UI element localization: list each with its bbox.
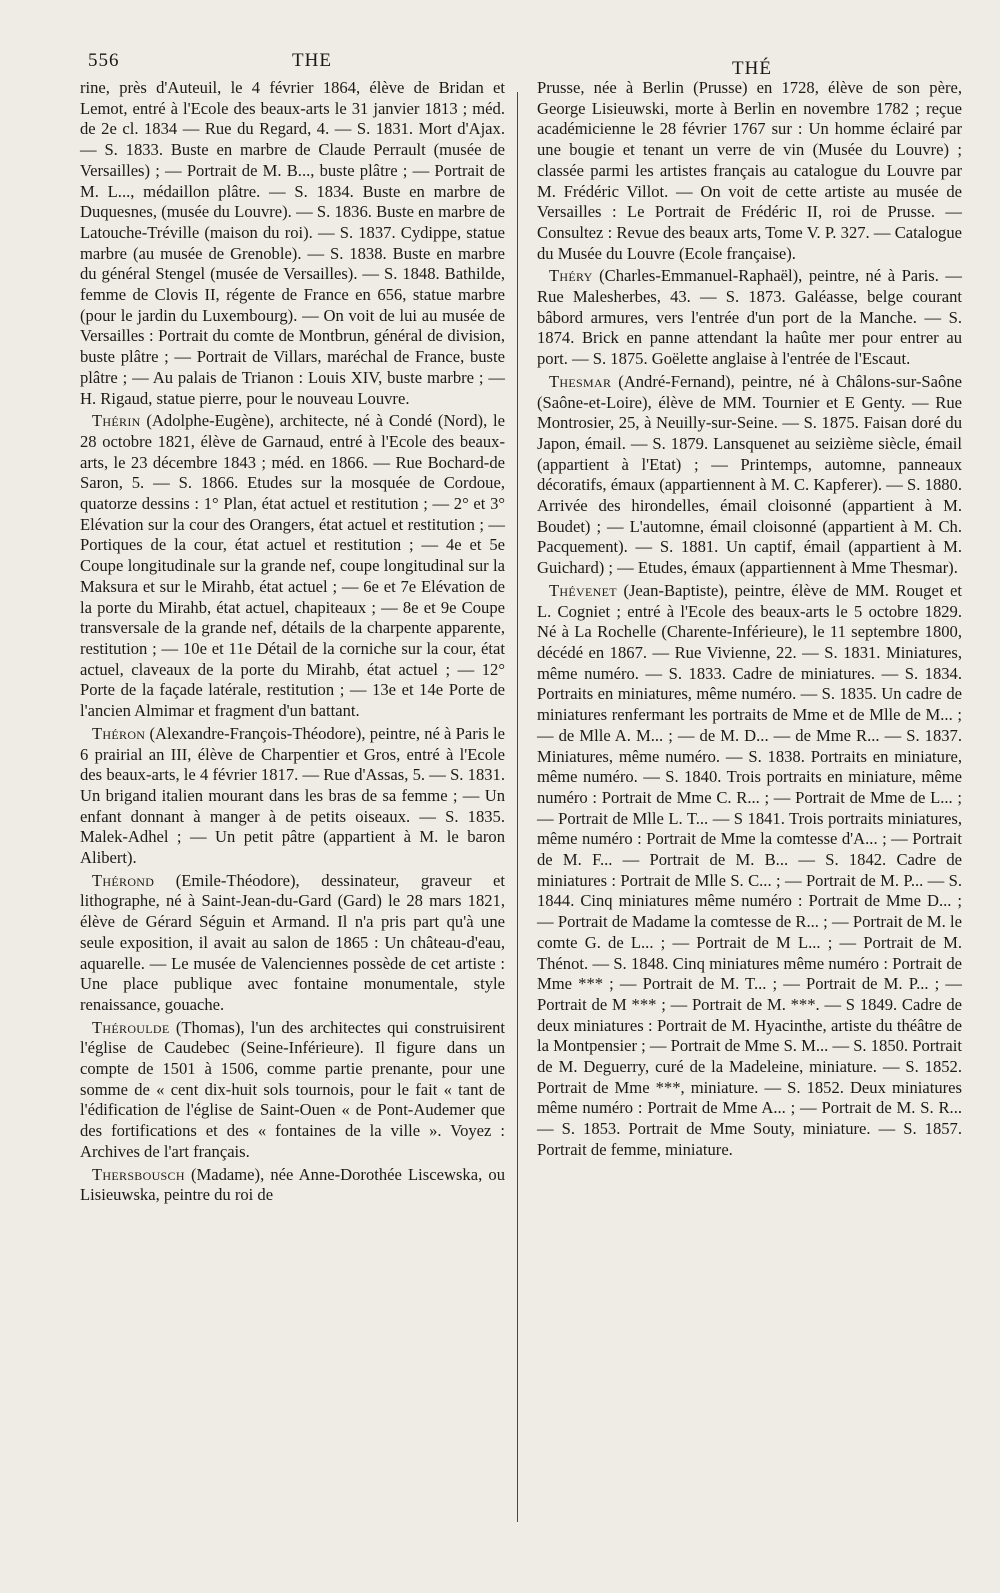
- entry-text: (Charles-Emmanuel-Raphaël), peintre, né à Paris. — Rue Malesherbes, 43. — S. 1873. Galéasse, belge courant bâbord armures, vers l'entrée d'un port de la Manche. — S. 1874. Brick en panne attendant la haûte mer pour entrer au port. — S. 1875. Goëlette anglaise à l'entrée de l'Escaut.: [537, 266, 962, 369]
- entry-text: (André-Fernand), peintre, né à Châlons-sur-Saône (Saône-et-Loire), élève de MM. Tournier et E Genty. — Rue Montrosier, 25, à Neuilly-sur-Seine. — S. 1875. Faisan doré du Japon, émail. — S. 1879. Lansquenet au seizième siècle, émail (appartient à l'Etat) ; — Printemps, automne, panneaux décoratifs, émaux (appartiennent à M. C. Kapferer). — S. 1880. Arrivée des hirondelles, émail cloisonné (appartient à M. Boudet) ; — L'automne, émail cloisonné (appartient à M. Ch. Pacquement). — S. 1881. Un captif, émail (appartient à M. Guichard) ; — Etudes, émaux (appartiennent à Mme Thesmar).: [537, 371, 962, 578]
- running-head-right: THÉ: [732, 58, 772, 79]
- left-column: [80, 78, 505, 1208]
- entry-name: Théroulde: [92, 1017, 170, 1037]
- entry-text: (Jean-Baptiste), peintre, élève de MM. Rouget et L. Cogniet ; entré à l'Ecole des beaux-arts le 5 octobre 1829. Né à La Rochelle (Charente-Inférieure), le 11 septembre 1800, décédé en 1867. — Rue Vivienne, 22. — S. 1831. Miniatures, même numéro. — S. 1833. Cadre de miniatures. — S. 1834. Portraits en miniatures, même numéro. — S. 1835. Un cadre de miniatures renfermant les portraits de Mme et de Mlle de M... ; — de Mlle A. M... ; — de M. D... — de Mme R... — S. 1837. Miniatures, même numéro. — S. 1838. Portraits en miniature, même numéro. — S. 1840. Trois portraits en miniature, même numéro : Portrait de Mme C. R... ; — Portrait de Mme de L... ; — Portrait de Mlle L. T... — S 1841. Trois portraits miniatures, même numéro : Portrait de Mme la comtesse d'A... ; — Portrait de M. F... — Portrait de M. B... — S. 1842. Cadre de miniatures : Portrait de Mlle S. C... ; — Portrait de M. P... — S. 1844. Cinq miniatures même numéro : Portrait de Mme D... ; — Portrait de Madame la comtesse de R... ; — Portrait de M. le comte G. de L... ; — Portrait de M L... ; — Portrait de M. Thénot. — S. 1848. Cinq miniatures même numéro : Portrait de Mme *** ; — Portrait de M. T... ; — Portrait de M. P... ; — Portrait de M *** ; — Portrait de M. ***. — S 1849. Cadre de deux miniatures : Portrait de M. Hyacinthe, artiste du théâtre de la Montpensier ; — Portrait de Mme S. M... — S. 1850. Portrait de M. Deguerry, curé de la Madeleine, miniature. — S. 1852. Portrait de Mme ***, miniature. — S. 1852. Deux miniatures même numéro : Portrait de Mme A... ; — Portrait de M. S. R... — S. 1853. Portrait de Mme Souty, miniature. — S. 1857. Portrait de femme, miniature.: [537, 580, 962, 1159]
- entry-text: (Alexandre-François-Théodore), peintre, né à Paris le 6 prairial an III, élève de Charpentier et Gros, entré à l'Ecole des beaux-arts, le 4 février 1817. — Rue d'Assas, 5. — S. 1831. Un brigand italien mourant dans les bras de sa femme ; — Un enfant donnant à manger à de petits oiseaux. — S. 1835. Malek-Adhel ; — Un petit pâtre (appartient à M. le baron Alibert).: [80, 723, 505, 868]
- entry: [537, 78, 962, 264]
- right-column: [537, 78, 962, 1163]
- entry-name: Théry: [549, 266, 593, 286]
- entry: [80, 1165, 505, 1206]
- entry: [537, 266, 962, 370]
- running-head-left: THE: [292, 50, 332, 71]
- entry-name: Thévenet: [549, 580, 617, 600]
- entry: [537, 581, 962, 1161]
- entry: [537, 372, 962, 579]
- page-number: 556: [88, 50, 120, 71]
- entry-name: Théron: [92, 723, 146, 743]
- entry-name: Thersbousch: [92, 1164, 185, 1184]
- entry-text: (Thomas), l'un des architectes qui construisirent l'église de Caudebec (Seine-Inférieure). Il figure dans un compte de 1501 à 1506, comme partie prenante, pour une somme de « cent dix-huit sols tournois, pour le fait « tant de l'édification de l'église de Saint-Ouen « de Pont-Audemer que des fortifications et des « fontaines de la ville ». Voyez : Archives de l'art français.: [80, 1017, 505, 1161]
- entry: [80, 724, 505, 869]
- entry: [80, 871, 505, 1016]
- entry-name: Thérin: [92, 411, 141, 431]
- column-divider: [517, 92, 518, 1522]
- entry-text: (Madame), née Anne-Dorothée Liscewska, ou Lisieuwska, peintre du roi de: [80, 1164, 505, 1205]
- entry-text: rine, près d'Auteuil, le 4 février 1864, élève de Bridan et Lemot, entré à l'Ecole des beaux-arts le 31 janvier 1813 ; méd. de 2e cl. 1834 — Rue du Regard, 4. — S. 1831. Mort d'Ajax. — S. 1833. Buste en marbre de Claude Perrault (musée de Versailles) ; — Portrait de M. B..., buste plâtre ; — Portrait de M. L..., médaillon plâtre. — S. 1834. Buste en marbre de Duquesnes, (musée du Louvre). — S. 1836. Buste en marbre de Latouche-Tréville (maison du roi). — S. 1837. Cydippe, statue marbre (au musée de Grenoble). — S. 1838. Buste en marbre du général Stengel (musée de Versailles). — S. 1848. Bathilde, femme de Clovis II, régente de France en 656, statue marbre (pour le jardin du Luxembourg). — On voit de lui au musée de Versailles : Portrait du comte de Montbrun, général de division, buste plâtre ; — Portrait de Villars, maréchal de France, buste plâtre ; — Au palais de Trianon : Louis XIV, buste marbre ; — H. Rigaud, statue pierre, pour le nouveau Louvre.: [80, 78, 505, 408]
- page-header: [72, 44, 960, 79]
- entry-text: Prusse, née à Berlin (Prusse) en 1728, élève de son père, George Lisieuwski, morte à Berlin en novembre 1782 ; reçue académicienne le 28 février 1767 sur : Un homme éclairé par une bougie et tenant un verre de vin (Musée du Louvre) ; classée parmi les artistes français au catalogue du Louvre par M. Frédéric Villot. — On voit de cette artiste au musée de Versailles : Le Portrait de Frédéric II, roi de Prusse. — Consultez : Revue des beaux arts, Tome V. P. 327. — Catalogue du Musée du Louvre (Ecole française).: [537, 78, 962, 263]
- entry-name: Thesmar: [549, 371, 612, 391]
- entry: [80, 411, 505, 722]
- entry-name: Thérond: [92, 870, 155, 890]
- entry: [80, 1018, 505, 1163]
- entry: [80, 78, 505, 409]
- entry-text: (Emile-Théodore), dessinateur, graveur et lithographe, né à Saint-Jean-du-Gard (Gard) le 28 mars 1821, élève de Gérard Séguin et Armand. Il n'a pris part qu'à une seule exposition, il avait au salon de 1865 : Un château-d'eau, aquarelle. — Le musée de Valenciennes possède de cet artiste : Une place publique avec fontaine monumentale, style renaissance, gouache.: [80, 870, 505, 1014]
- entry-text: (Adolphe-Eugène), architecte, né à Condé (Nord), le 28 octobre 1821, élève de Garnaud, entré à l'Ecole des beaux-arts, le 23 décembre 1843 ; méd. en 1866. — Rue Bochard-de Saron, 5. — S. 1866. Etudes sur la mosquée de Cordoue, quatorze dessins : 1° Plan, état actuel et restitution ; — 2° et 3° Elévation sur la cour des Orangers, état actuel et restitution ; — Portiques de la cour, état actuel et restitution ; — 4e et 5e Coupe longitudinale sur la grande nef, coupe longitudinal sur la Maksura et sur le Mirahb, état actuel ; — 6e et 7e Elévation de la porte du Mirahb, état actuel, chapiteaux ; — 8e et 9e Coupe transversale de la grande nef, détails de la charpente apparente, restitution ; — 10e et 11e Détail de la corniche sur la cour, état actuel, claveaux de la porte du Mirahb, état actuel ; — 12° Porte de la façade latérale, restitution ; — 13e et 14e Porte de l'ancien Almimar et fragment d'un battant.: [80, 411, 505, 721]
